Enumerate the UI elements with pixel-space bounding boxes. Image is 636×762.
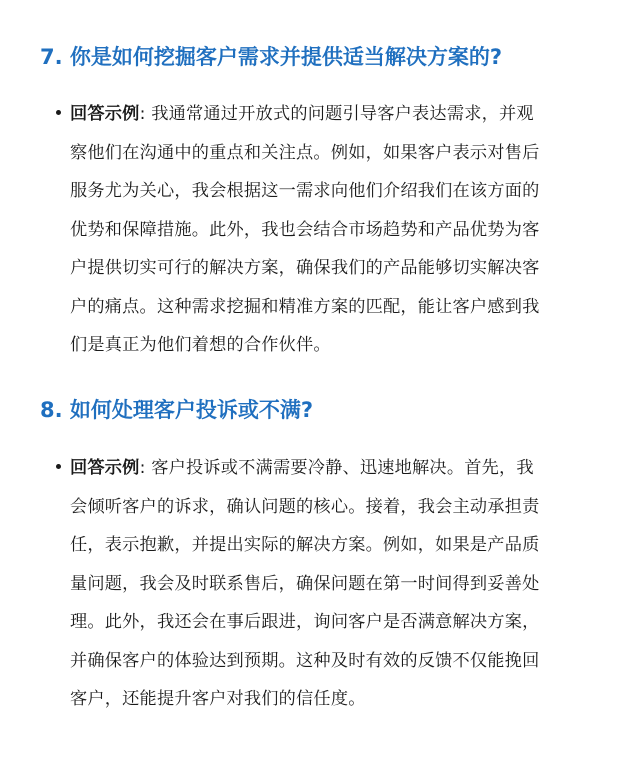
section-7-heading: 7. 你是如何挖掘客户需求并提供适当解决方案的? <box>40 45 503 69</box>
answer-line <box>70 449 590 488</box>
answer-line: 任，表示抱歉，并提出实际的解决方案。例如，如果是产品质 <box>70 535 540 555</box>
answer-line: 察他们在沟通中的重点和关注点。例如，如果客户表示对售后 <box>70 142 540 163</box>
section-7-answer <box>70 95 590 365</box>
answer-label: 回答示例 <box>70 104 140 124</box>
section-8-answer <box>70 449 590 719</box>
answer-line: 理。此外，我还会在事后跟进，询问客户是否满意解决方案， <box>70 612 540 632</box>
answer-colon: : <box>139 458 146 478</box>
answer-line: 优势和保障措施。此外，我也会结合市场趋势和产品优势为客 <box>70 219 540 240</box>
answer-line: 会倾听客户的诉求，确认问题的核心。接着，我会主动承担责 <box>70 496 540 517</box>
answer-text: 我通常通过开放式的问题引导客户表达需求，并观 <box>145 104 534 124</box>
answer-line: 并确保客户的体验达到预期。这种及时有效的反馈不仅能挽回 <box>70 650 540 671</box>
section-8-heading: 8. 如何处理客户投诉或不满? <box>40 398 314 422</box>
bullet-icon <box>56 464 61 469</box>
bullet-icon <box>56 110 61 115</box>
answer-line: 客户，还能提升客户对我们的信任度。 <box>70 689 366 709</box>
answer-line: 服务尤为关心，我会根据这一需求向他们介绍我们在该方面的 <box>70 181 540 201</box>
answer-line: 户提供切实可行的解决方案，确保我们的产品能够切实解决客 <box>70 258 540 278</box>
answer-line: 量问题，我会及时联系售后，确保问题在第一时间得到妥善处 <box>70 573 540 594</box>
answer-line <box>70 95 590 134</box>
answer-label: 回答示例 <box>70 458 140 478</box>
answer-colon: : <box>139 104 146 124</box>
answer-line: 户的痛点。这种需求挖掘和精准方案的匹配，能让客户感到我 <box>70 296 540 317</box>
answer-line: 们是真正为他们着想的合作伙伴。 <box>70 335 331 355</box>
answer-text: 客户投诉或不满需要冷静、迅速地解决。首先，我 <box>145 458 534 478</box>
